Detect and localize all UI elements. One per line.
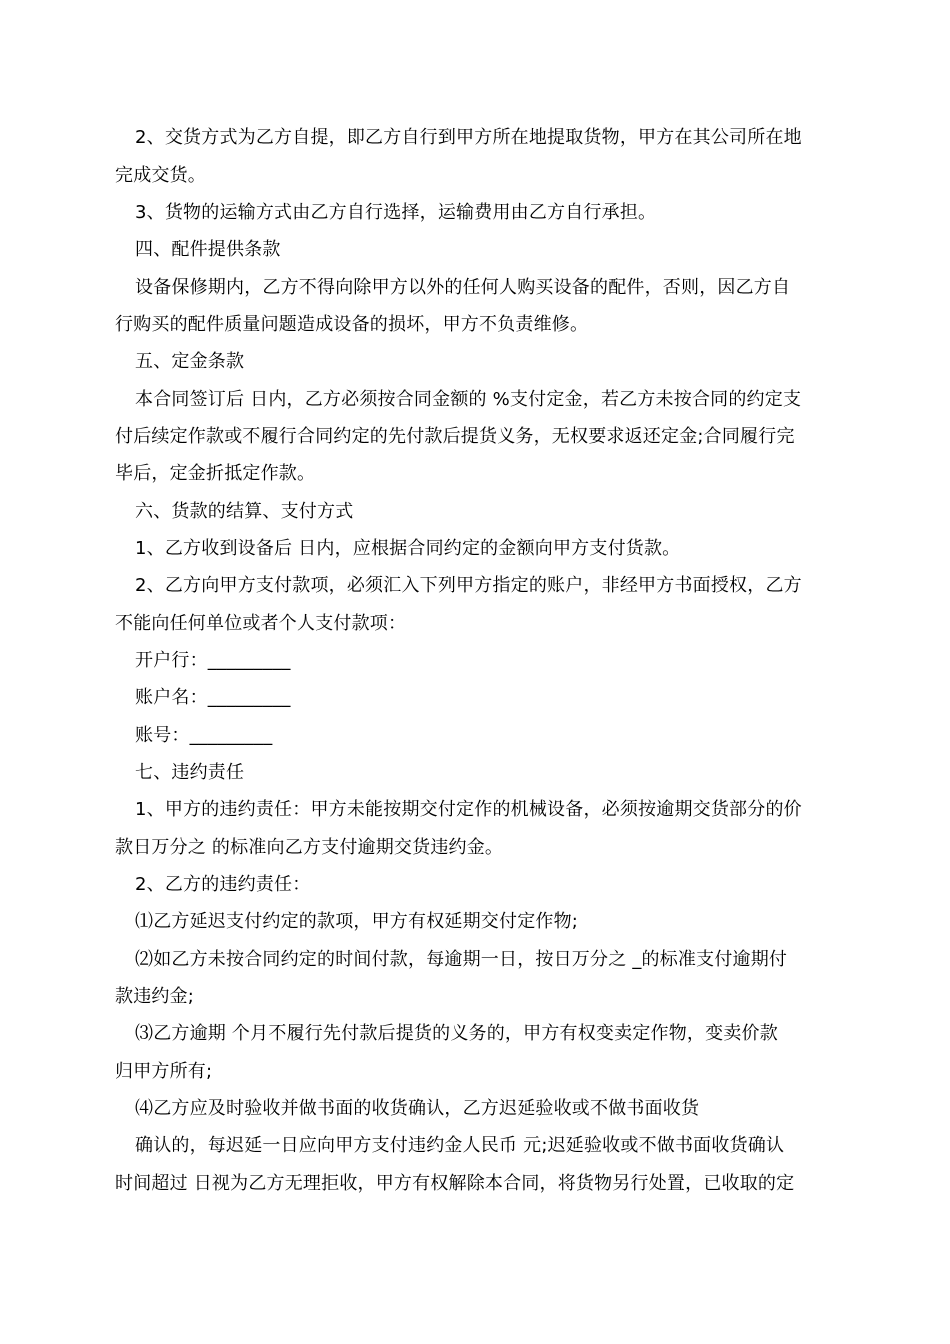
paragraph-line: 1、乙方收到设备后 日内，应根据合同约定的金额向甲方支付货款。	[135, 538, 681, 559]
paragraph-line: 2、乙方向甲方支付款项，必须汇入下列甲方指定的账户，非经甲方书面授权，乙方	[135, 575, 802, 596]
list-item-line: ⑷乙方应及时验收并做书面的收货确认，乙方迟延验收或不做书面收货	[135, 1098, 700, 1119]
list-item-line: ⑶乙方逾期 个月不履行先付款后提货的义务的，甲方有权变卖定作物，变卖价款	[135, 1023, 778, 1044]
bank-field-line: 开户行：_________	[135, 650, 291, 671]
paragraph-line: 完成交货。	[115, 165, 206, 186]
section-heading: 七、违约责任	[135, 762, 245, 783]
paragraph-line: 不能向任何单位或者个人支付款项：	[115, 613, 407, 634]
paragraph-line: 2、乙方的违约责任：	[135, 874, 311, 895]
paragraph-line: 本合同签订后 日内，乙方必须按合同金额的 %支付定金，若乙方未按合同的约定支	[135, 389, 802, 410]
paragraph-line: 毕后，定金折抵定作款。	[115, 463, 316, 484]
paragraph-line: 归甲方所有;	[115, 1061, 213, 1082]
section-heading: 五、定金条款	[135, 351, 245, 372]
paragraph-line: 款日万分之 的标准向乙方支付逾期交货违约金。	[115, 837, 504, 858]
paragraph-line: 1、甲方的违约责任：甲方未能按期交付定作的机械设备，必须按逾期交货部分的价	[135, 799, 802, 820]
paragraph-line: 确认的，每迟延一日应向甲方支付违约金人民币 元;迟延验收或不做书面收货确认	[135, 1135, 785, 1156]
paragraph-line: 时间超过 日视为乙方无理拒收，甲方有权解除本合同，将货物另行处置，已收取的定	[115, 1173, 795, 1194]
account-name-field-line: 账户名：_________	[135, 687, 291, 708]
paragraph-line: 3、货物的运输方式由乙方自行选择，运输费用由乙方自行承担。	[135, 202, 657, 223]
account-number-field-line: 账号：_________	[135, 725, 273, 746]
paragraph-line: 2、交货方式为乙方自提，即乙方自行到甲方所在地提取货物，甲方在其公司所在地	[135, 127, 802, 148]
section-heading: 六、货款的结算、支付方式	[135, 501, 354, 522]
paragraph-line: 款违约金;	[115, 986, 195, 1007]
paragraph-line: 设备保修期内，乙方不得向除甲方以外的任何人购买设备的配件，否则，因乙方自	[135, 277, 791, 298]
paragraph-line: 付后续定作款或不履行合同约定的先付款后提货义务，无权要求返还定金;合同履行完	[115, 426, 795, 447]
list-item-line: ⑴乙方延迟支付约定的款项，甲方有权延期交付定作物;	[135, 911, 579, 932]
paragraph-line: 行购买的配件质量问题造成设备的损坏，甲方不负责维修。	[115, 314, 589, 335]
list-item-line: ⑵如乙方未按合同约定的时间付款，每逾期一日，按日万分之 _的标准支付逾期付	[135, 949, 788, 970]
section-heading: 四、配件提供条款	[135, 239, 281, 260]
